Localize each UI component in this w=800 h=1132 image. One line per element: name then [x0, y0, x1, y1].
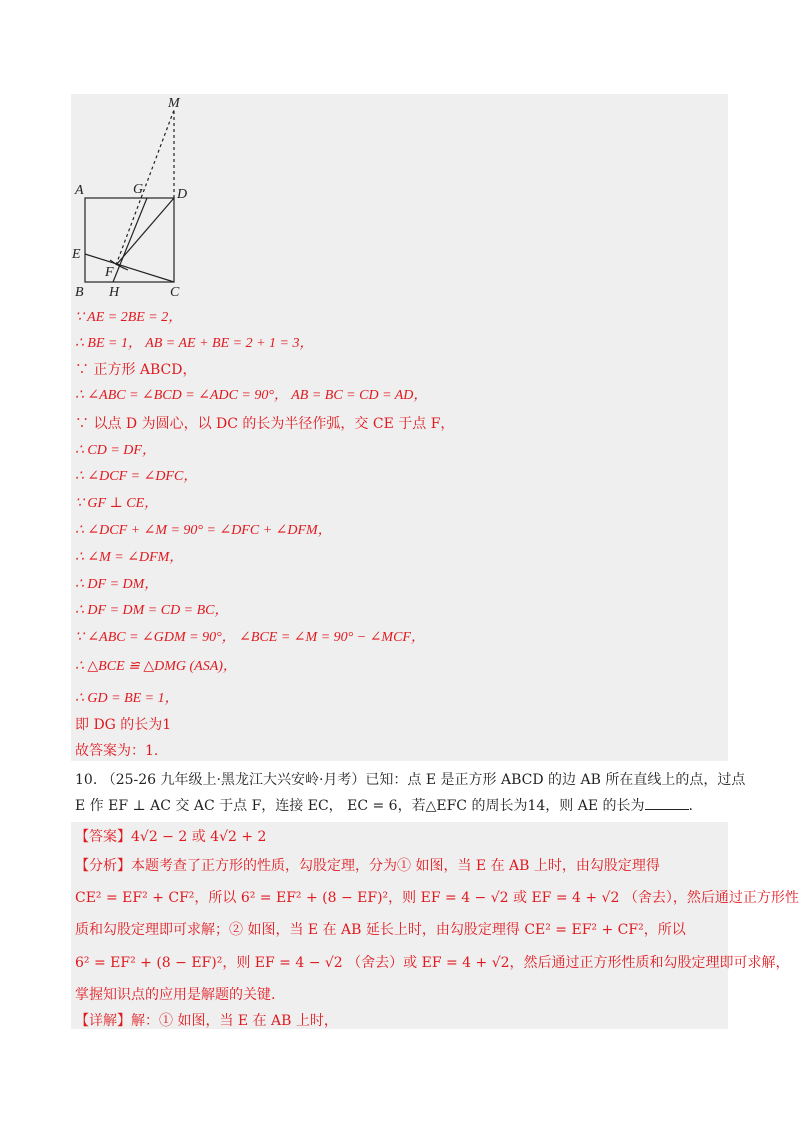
label-c: C [170, 285, 180, 300]
label-m: M [168, 96, 180, 111]
analysis-line-4: 6² = EF² + (8 − EF)²，则 EF = 4 − √2 （舍去）或 EF = 4 + √2，然后通过正方形性质和勾股定理即可求解， [75, 955, 790, 971]
label-e: E [72, 247, 81, 262]
analysis-line-5: 掌握知识点的应用是解题的关键. [75, 987, 276, 1003]
label-a: A [75, 183, 84, 198]
solution-line-1: ∵ AE = 2BE = 2， [75, 310, 183, 325]
detail-text: 解：① 如图，当 E 在 AB 上时， [131, 1013, 338, 1029]
solution-line-2: ∴ BE = 1， AB = AE + BE = 2 + 1 = 3， [75, 336, 314, 351]
answer-text: 4√2 − 2 或 4√2 + 2 [131, 829, 267, 845]
solution-line-12: ∴ DF = DM = CD = BC， [75, 603, 229, 618]
detail-line [75, 1011, 338, 1031]
geometry-figure [70, 94, 200, 300]
solution-line-8: ∵ GF ⊥ CE， [75, 496, 159, 511]
solution-line-3: ∵ 正方形 ABCD， [75, 362, 197, 378]
solution-line-7: ∴ ∠DCF = ∠DFC， [75, 469, 198, 484]
analysis-line-1: 【分析】本题考查了正方形的性质，勾股定理，分为① 如图，当 E 在 AB 上时，由勾股定理得 [75, 858, 660, 874]
solution-line-5: ∵ 以点 D 为圆心，以 DC 的长为半径作弧，交 CE 于点 F， [75, 416, 455, 432]
answer-blank [645, 795, 689, 810]
label-b: B [75, 285, 84, 300]
solution-line-6: ∴ CD = DF， [75, 443, 156, 458]
segment-fd [117, 198, 174, 264]
answer-label: 【答案】 [75, 829, 131, 845]
solution-line-17: 故答案为：1. [75, 743, 159, 759]
question-text: E 作 EF ⊥ AC 交 AC 于点 F，连接 EC， EC = 6，若△EFC 的周长为14，则 AE 的长为 [75, 798, 645, 814]
label-f: F [105, 265, 114, 280]
question-end: . [688, 798, 693, 814]
label-h: H [109, 285, 120, 300]
question-line-1: 10. （25-26 九年级上·黑龙江大兴安岭·月考）已知：点 E 是正方形 ABCD 的边 AB 所在直线上的点，过点 [75, 772, 746, 788]
segment-ec [85, 254, 174, 282]
solution-line-15: ∴ GD = BE = 1， [75, 691, 179, 706]
solution-line-14: ∴ △BCE ≌ △DMG (ASA)， [75, 659, 237, 674]
solution-line-16: 即 DG 的长为1 [75, 717, 172, 733]
label-g: G [133, 182, 144, 197]
solution-line-13: ∵ ∠ABC = ∠GDM = 90°， ∠BCE = ∠M = 90° − ∠MCF， [75, 630, 425, 645]
solution-line-11: ∴ DF = DM， [75, 577, 159, 592]
solution-line-9: ∴ ∠DCF + ∠M = 90° = ∠DFC + ∠DFM， [75, 523, 332, 538]
question-line-2 [75, 795, 693, 817]
solution-line-10: ∴ ∠M = ∠DFM， [75, 550, 184, 565]
segment-fm [116, 110, 174, 265]
answer-line [75, 827, 266, 847]
segment-hg [113, 198, 147, 282]
label-d: D [177, 187, 188, 202]
analysis-line-2: CE² = EF² + CF²，所以 6² = EF² + (8 − EF)²，则 EF = 4 − √2 或 EF = 4 + √2 （舍去），然后通过正方形性 [75, 890, 799, 906]
detail-label: 【详解】 [75, 1013, 131, 1029]
solution-line-4: ∴ ∠ABC = ∠BCD = ∠ADC = 90°， AB = BC = CD = AD， [75, 388, 428, 403]
analysis-line-3: 质和勾股定理即可求解；② 如图，当 E 在 AB 延长上时，由勾股定理得 CE² = EF² + CF²，所以 [75, 922, 686, 938]
